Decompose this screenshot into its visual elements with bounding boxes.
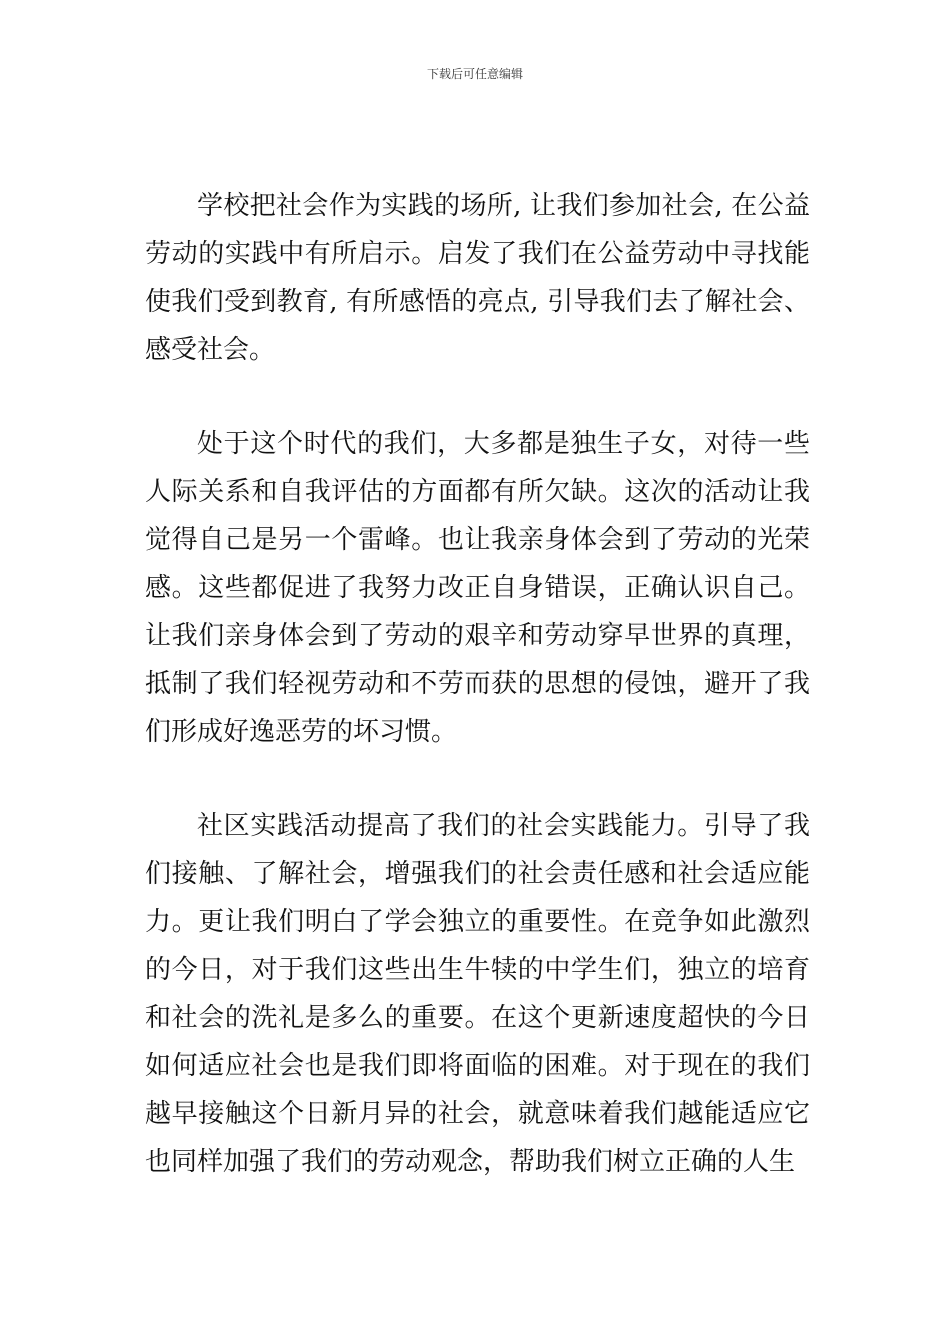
paragraph-1: 学校把社会作为实践的场所, 让我们参加社会, 在公益劳动的实践中有所启示。启发了我们在公益劳动中寻找能使我们受到教育, 有所感悟的亮点, 引导我们去了解社会、感受社会。 <box>145 191 810 365</box>
header-note: 下载后可任意编辑 <box>426 67 523 81</box>
paragraph-2: 处于这个时代的我们，大多都是独生子女，对待一些人际关系和自我评估的方面都有所欠缺。这次的活动让我觉得自己是另一个雷峰。也让我亲身体会到了劳动的光荣感。这些都促进了我努力改正自身错误，正确认识自己。让我们亲身体会到了劳动的艰辛和劳动穿早世界的真理，抵制了我们轻视劳动和不劳而获的思想的侵蚀，避开了我们形成好逸恶劳的坏习惯。 <box>145 429 810 747</box>
paragraph-3: 社区实践活动提高了我们的社会实践能力。引导了我们接触、了解社会，增强我们的社会责任感和社会适应能力。更让我们明白了学会独立的重要性。在竞争如此激烈的今日，对于我们这些出生牛犊的中学生们，独立的培育和社会的洗礼是多么的重要。在这个更新速度超快的今日如何适应社会也是我们即将面临的困难。对于现在的我们越早接触这个日新月异的社会，就意味着我们越能适应它也同样加强了我们的劳动观念，帮助我们树立正确的人生 <box>145 811 810 1177</box>
document-body <box>145 182 810 1186</box>
